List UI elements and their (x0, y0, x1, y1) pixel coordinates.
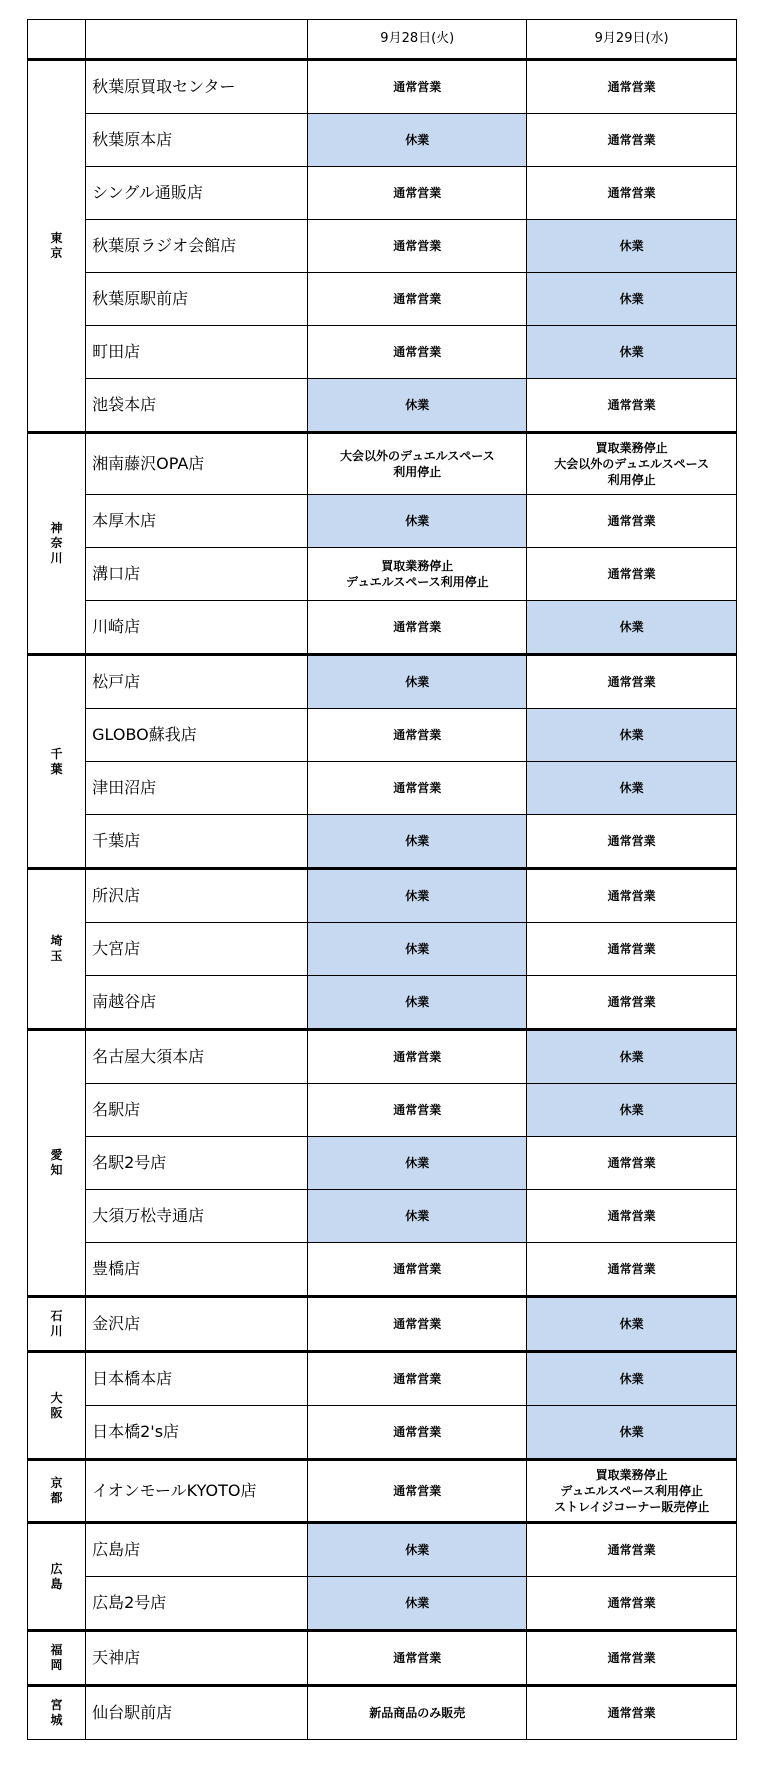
status-day-2: 通常営業 (527, 167, 737, 220)
region-cell (28, 869, 86, 1030)
region-label: 大阪 (50, 1390, 63, 1420)
store-schedule-table (27, 19, 737, 1740)
region-cell (28, 1686, 86, 1740)
status-day-2: 休業 (527, 273, 737, 326)
store-name: 本厚木店 (86, 495, 308, 548)
region-label: 埼玉 (50, 934, 63, 963)
store-name: 金沢店 (86, 1297, 308, 1352)
store-name: 川崎店 (86, 601, 308, 655)
table-row (28, 1352, 737, 1406)
store-name: 名駅店 (86, 1084, 308, 1137)
status-day-1: 通常営業 (308, 1297, 527, 1352)
table-row (28, 495, 737, 548)
store-name: イオンモールKYOTO店 (86, 1460, 308, 1523)
table-row (28, 1243, 737, 1297)
status-day-1: 通常営業 (308, 167, 527, 220)
status-day-1: 休業 (308, 379, 527, 433)
status-day-1: 通常営業 (308, 1406, 527, 1460)
store-name: 溝口店 (86, 548, 308, 601)
store-name: 秋葉原ラジオ会館店 (86, 220, 308, 273)
store-name: 松戸店 (86, 655, 308, 709)
status-day-2: 休業 (527, 326, 737, 379)
region-cell (28, 433, 86, 655)
store-name: 秋葉原買取センター (86, 60, 308, 114)
header-date-1: 9月28日(火) (308, 20, 527, 60)
store-name: 日本橋本店 (86, 1352, 308, 1406)
store-name: 湘南藤沢OPA店 (86, 433, 308, 495)
region-label: 宮城 (50, 1698, 63, 1727)
schedule-body (28, 20, 737, 1740)
region-cell (28, 60, 86, 433)
header-date-2: 9月29日(水) (527, 20, 737, 60)
store-name: 名駅2号店 (86, 1137, 308, 1190)
table-row (28, 1030, 737, 1084)
status-day-2: 休業 (527, 1297, 737, 1352)
region-cell (28, 1352, 86, 1460)
table-row (28, 1190, 737, 1243)
table-row (28, 976, 737, 1030)
status-day-2: 通常営業 (527, 495, 737, 548)
status-day-2: 通常営業 (527, 1243, 737, 1297)
table-row (28, 1406, 737, 1460)
status-day-1: 休業 (308, 1137, 527, 1190)
status-day-2: 通常営業 (527, 976, 737, 1030)
status-day-2: 休業 (527, 1030, 737, 1084)
store-name: 名古屋大須本店 (86, 1030, 308, 1084)
status-day-1: 通常営業 (308, 709, 527, 762)
status-day-2: 通常営業 (527, 548, 737, 601)
region-label: 愛知 (50, 1148, 63, 1177)
store-name: 大須万松寺通店 (86, 1190, 308, 1243)
table-row (28, 326, 737, 379)
table-row (28, 379, 737, 433)
store-name: 南越谷店 (86, 976, 308, 1030)
store-name: 池袋本店 (86, 379, 308, 433)
region-cell (28, 1631, 86, 1686)
status-day-1: 買取業務停止 デュエルスペース利用停止 (308, 548, 527, 601)
store-name: 所沢店 (86, 869, 308, 923)
table-row (28, 601, 737, 655)
store-name: 広島店 (86, 1523, 308, 1577)
status-day-2: 通常営業 (527, 1577, 737, 1631)
status-day-2: 通常営業 (527, 114, 737, 167)
status-day-1: 休業 (308, 114, 527, 167)
region-cell (28, 1297, 86, 1352)
status-day-1: 休業 (308, 976, 527, 1030)
status-day-2: 休業 (527, 1406, 737, 1460)
region-label: 広島 (50, 1561, 63, 1591)
status-day-2: 休業 (527, 220, 737, 273)
status-day-2: 買取業務停止 デュエルスペース利用停止 ストレイジコーナー販売停止 (527, 1460, 737, 1523)
table-row (28, 1686, 737, 1740)
status-day-2: 休業 (527, 1352, 737, 1406)
status-day-2: 休業 (527, 601, 737, 655)
store-name: 秋葉原駅前店 (86, 273, 308, 326)
status-day-2: 買取業務停止 大会以外のデュエルスペース 利用停止 (527, 433, 737, 495)
table-row (28, 433, 737, 495)
table-row (28, 1460, 737, 1523)
status-day-1: 通常営業 (308, 1460, 527, 1523)
header-row (28, 20, 737, 60)
status-day-1: 通常営業 (308, 1631, 527, 1686)
status-day-2: 通常営業 (527, 1631, 737, 1686)
table-row (28, 655, 737, 709)
table-row (28, 709, 737, 762)
status-day-1: 休業 (308, 655, 527, 709)
status-day-1: 通常営業 (308, 273, 527, 326)
table-row (28, 1084, 737, 1137)
store-name: 千葉店 (86, 815, 308, 869)
store-name: 秋葉原本店 (86, 114, 308, 167)
status-day-1: 大会以外のデュエルスペース 利用停止 (308, 433, 527, 495)
store-name: シングル通販店 (86, 167, 308, 220)
status-day-1: 休業 (308, 495, 527, 548)
table-row (28, 548, 737, 601)
status-day-1: 通常営業 (308, 762, 527, 815)
region-label: 東京 (50, 231, 63, 260)
store-name: 豊橋店 (86, 1243, 308, 1297)
region-cell (28, 1523, 86, 1631)
store-name: 天神店 (86, 1631, 308, 1686)
store-name: 町田店 (86, 326, 308, 379)
table-row (28, 815, 737, 869)
status-day-1: 休業 (308, 923, 527, 976)
status-day-1: 休業 (308, 815, 527, 869)
status-day-1: 休業 (308, 1523, 527, 1577)
table-row (28, 1523, 737, 1577)
table-row (28, 869, 737, 923)
status-day-1: 通常営業 (308, 1352, 527, 1406)
status-day-2: 休業 (527, 762, 737, 815)
status-day-2: 通常営業 (527, 815, 737, 869)
region-cell (28, 1030, 86, 1297)
table-row (28, 762, 737, 815)
status-day-1: 新品商品のみ販売 (308, 1686, 527, 1740)
header-region-cell (28, 20, 86, 60)
status-day-2: 通常営業 (527, 60, 737, 114)
status-day-2: 休業 (527, 709, 737, 762)
status-day-1: 通常営業 (308, 60, 527, 114)
store-name: 大宮店 (86, 923, 308, 976)
table-row (28, 60, 737, 114)
region-label: 京都 (50, 1476, 63, 1505)
status-day-1: 通常営業 (308, 1030, 527, 1084)
status-day-2: 通常営業 (527, 869, 737, 923)
status-day-2: 通常営業 (527, 1190, 737, 1243)
status-day-1: 通常営業 (308, 326, 527, 379)
status-day-1: 通常営業 (308, 1084, 527, 1137)
store-name: GLOBO蘇我店 (86, 709, 308, 762)
status-day-2: 通常営業 (527, 1686, 737, 1740)
status-day-1: 通常営業 (308, 1243, 527, 1297)
region-label: 石川 (50, 1309, 63, 1338)
status-day-1: 通常営業 (308, 601, 527, 655)
header-store-cell (86, 20, 308, 60)
store-name: 津田沼店 (86, 762, 308, 815)
table-row (28, 1297, 737, 1352)
status-day-1: 休業 (308, 1190, 527, 1243)
region-label: 千葉 (50, 746, 63, 776)
table-row (28, 167, 737, 220)
table-row (28, 220, 737, 273)
table-row (28, 1137, 737, 1190)
status-day-2: 通常営業 (527, 1137, 737, 1190)
region-label: 神奈川 (50, 521, 63, 565)
store-name: 日本橋2's店 (86, 1406, 308, 1460)
table-row (28, 114, 737, 167)
region-cell (28, 655, 86, 869)
store-name: 仙台駅前店 (86, 1686, 308, 1740)
table-row (28, 1631, 737, 1686)
status-day-1: 休業 (308, 1577, 527, 1631)
region-label: 福岡 (50, 1643, 63, 1672)
table-row (28, 273, 737, 326)
status-day-1: 通常営業 (308, 220, 527, 273)
status-day-2: 通常営業 (527, 655, 737, 709)
store-name: 広島2号店 (86, 1577, 308, 1631)
table-row (28, 923, 737, 976)
status-day-2: 通常営業 (527, 1523, 737, 1577)
status-day-1: 休業 (308, 869, 527, 923)
status-day-2: 通常営業 (527, 923, 737, 976)
status-day-2: 休業 (527, 1084, 737, 1137)
region-cell (28, 1460, 86, 1523)
table-row (28, 1577, 737, 1631)
status-day-2: 通常営業 (527, 379, 737, 433)
